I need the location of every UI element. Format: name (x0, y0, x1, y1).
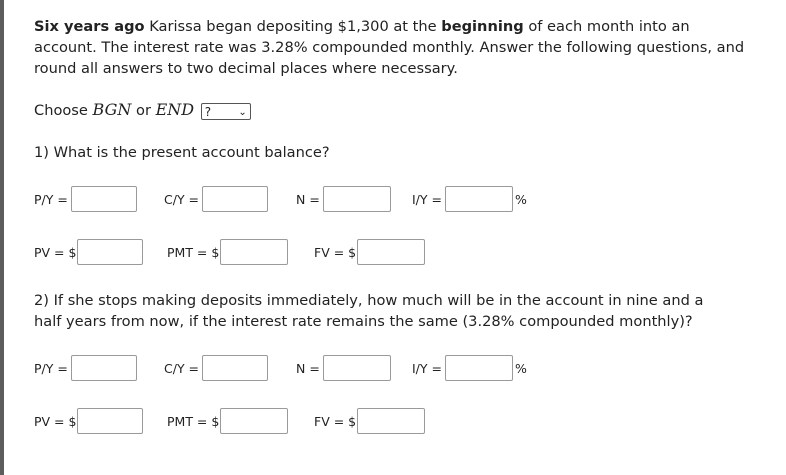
q1-iy-input[interactable] (445, 186, 513, 212)
q2-pv-label: PV = $ (34, 413, 77, 429)
q1-n-field (296, 186, 391, 212)
q2-pv-field (34, 408, 143, 434)
q2-pv-input[interactable] (77, 408, 143, 434)
q2-iy-input[interactable] (445, 355, 513, 381)
intro-bold-beginning: beginning (441, 18, 524, 35)
q1-cy-field (164, 186, 268, 212)
q2-fv-field (314, 408, 425, 434)
bgn-label: BGN (92, 100, 132, 119)
q2-py-field (34, 355, 137, 381)
q2-percent-sign: % (514, 360, 527, 376)
q1-pv-input[interactable] (77, 239, 143, 265)
q1-fv-input[interactable] (357, 239, 425, 265)
q2-iy-label: I/Y = (412, 360, 442, 376)
chevron-down-icon: ⌄ (238, 106, 247, 118)
q1-py-input[interactable] (71, 186, 137, 212)
q2-py-input[interactable] (71, 355, 137, 381)
q2-fv-label: FV = $ (314, 413, 357, 429)
q1-cy-input[interactable] (202, 186, 268, 212)
bgn-end-select[interactable] (201, 103, 251, 120)
intro-text-2: of each month into an account. The interest rate was 3.28% compounded monthly. Answer the following questions, and round all answers to two decimal places where necessary. (34, 18, 745, 77)
problem-statement (34, 16, 754, 79)
question-2: 2) If she stops making deposits immediately, how much will be in the account in nine and a half years from now, if the interest rate remains the same (3.28% compounded monthly)? (34, 292, 704, 330)
choose-mode-row (34, 99, 251, 122)
q1-pmt-label: PMT = $ (167, 244, 220, 260)
q1-pv-label: PV = $ (34, 244, 77, 260)
q1-cy-label: C/Y = (164, 191, 200, 207)
q2-pmt-input[interactable] (220, 408, 288, 434)
q1-percent-sign: % (514, 191, 527, 207)
q2-n-input[interactable] (323, 355, 391, 381)
q1-n-label: N = (296, 191, 320, 207)
q2-n-field (296, 355, 391, 381)
q1-py-label: P/Y = (34, 191, 68, 207)
intro-bold-time: Six years ago (34, 18, 145, 35)
q1-fv-label: FV = $ (314, 244, 357, 260)
q2-n-label: N = (296, 360, 320, 376)
question-1: 1) What is the present account balance? (34, 144, 330, 161)
q1-iy-field (412, 186, 527, 212)
q2-fv-input[interactable] (357, 408, 425, 434)
q2-cy-field (164, 355, 268, 381)
q1-n-input[interactable] (323, 186, 391, 212)
q2-iy-field (412, 355, 527, 381)
q1-iy-label: I/Y = (412, 191, 442, 207)
q2-pmt-label: PMT = $ (167, 413, 220, 429)
q2-pmt-field (167, 408, 288, 434)
q1-pmt-field (167, 239, 288, 265)
q1-pv-field (34, 239, 143, 265)
window-edge (0, 0, 4, 475)
q1-py-field (34, 186, 137, 212)
q2-py-label: P/Y = (34, 360, 68, 376)
select-value: ? (204, 104, 212, 119)
or-label: or (136, 102, 151, 119)
q2-cy-input[interactable] (202, 355, 268, 381)
intro-text-1: Karissa began depositing $1,300 at the (144, 18, 442, 35)
choose-label: Choose (34, 102, 88, 119)
q1-pmt-input[interactable] (220, 239, 288, 265)
end-label: END (155, 100, 195, 119)
q1-fv-field (314, 239, 425, 265)
q2-cy-label: C/Y = (164, 360, 200, 376)
